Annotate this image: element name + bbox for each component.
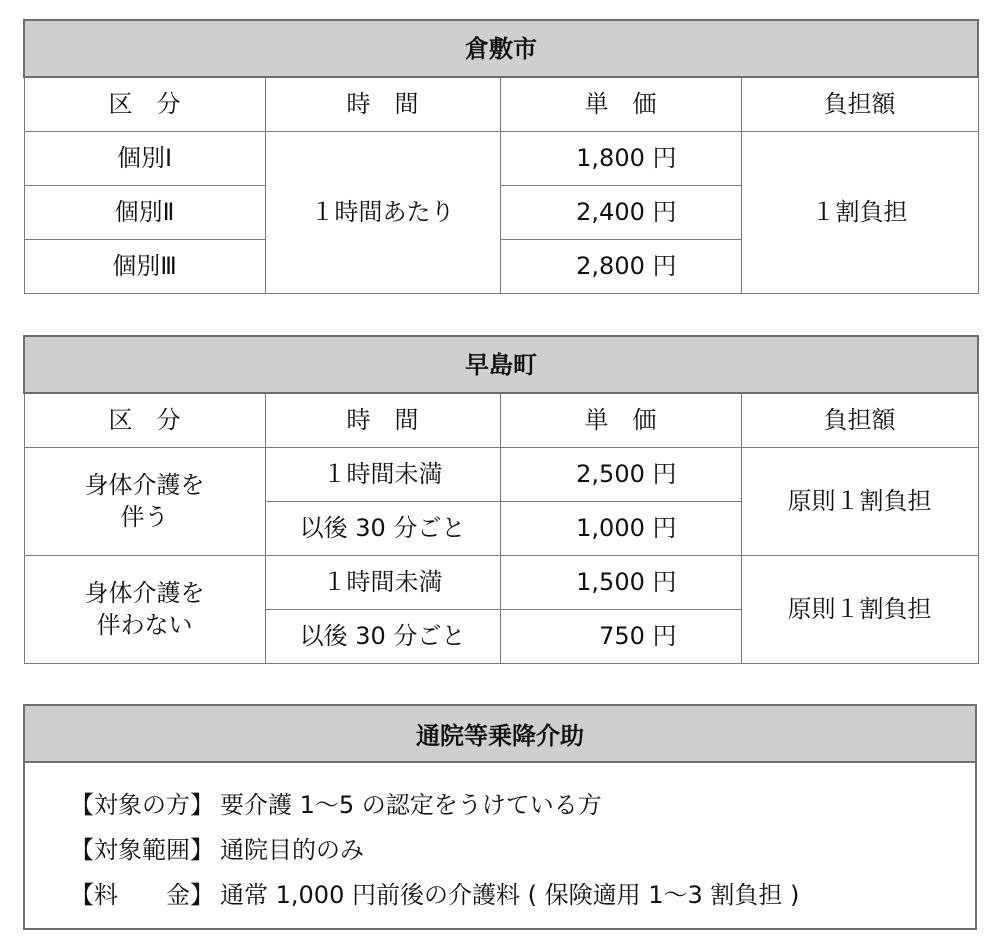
category-cell: 個別Ⅲ bbox=[24, 240, 265, 294]
header-burden: 負担額 bbox=[741, 393, 978, 448]
burden-cell: １割負担 bbox=[741, 132, 978, 294]
price-cell: 750 円 bbox=[500, 610, 741, 664]
detail-text: 要介護 1～5 の認定をうけている方 bbox=[220, 791, 602, 819]
transport-assistance-box bbox=[23, 704, 977, 930]
price-cell: 2,400 円 bbox=[500, 186, 741, 240]
header-burden: 負担額 bbox=[741, 77, 978, 132]
header-time: 時 間 bbox=[265, 77, 500, 132]
category-line: 伴う bbox=[120, 502, 169, 531]
category-cell: 個別Ⅱ bbox=[24, 186, 265, 240]
detail-line-target bbox=[70, 783, 975, 828]
hayashima-fee-table bbox=[23, 335, 979, 664]
category-line: 身体介護を bbox=[84, 579, 205, 608]
category-cell bbox=[24, 448, 265, 556]
time-cell: 以後 30 分ごと bbox=[265, 610, 500, 664]
price-cell: 2,800 円 bbox=[500, 240, 741, 294]
category-line: 伴わない bbox=[96, 610, 193, 639]
detail-line-scope bbox=[70, 828, 975, 873]
header-price: 単 価 bbox=[500, 393, 741, 448]
price-cell: 1,800 円 bbox=[500, 132, 741, 186]
transport-details bbox=[25, 763, 975, 918]
header-price: 単 価 bbox=[500, 77, 741, 132]
detail-line-fee bbox=[70, 873, 975, 918]
category-cell bbox=[24, 556, 265, 664]
burden-cell: 原則１割負担 bbox=[741, 448, 978, 556]
detail-label: 【料 金】 bbox=[70, 881, 214, 909]
price-cell: 1,500 円 bbox=[500, 556, 741, 610]
time-cell: １時間あたり bbox=[265, 132, 500, 294]
time-cell: １時間未満 bbox=[265, 556, 500, 610]
price-cell: 1,000 円 bbox=[500, 502, 741, 556]
detail-text: 通常 1,000 円前後の介護料 ( 保険適用 1～3 割負担 ) bbox=[220, 881, 800, 909]
category-line: 身体介護を bbox=[84, 471, 205, 500]
detail-text: 通院目的のみ bbox=[220, 836, 364, 864]
transport-title: 通院等乗降介助 bbox=[25, 706, 975, 763]
price-cell: 2,500 円 bbox=[500, 448, 741, 502]
header-category: 区 分 bbox=[24, 393, 265, 448]
header-category: 区 分 bbox=[24, 77, 265, 132]
kurashiki-fee-table bbox=[23, 19, 979, 294]
category-cell: 個別Ⅰ bbox=[24, 132, 265, 186]
detail-label: 【対象の方】 bbox=[70, 791, 214, 819]
burden-cell: 原則１割負担 bbox=[741, 556, 978, 664]
hayashima-title: 早島町 bbox=[24, 336, 978, 393]
time-cell: 以後 30 分ごと bbox=[265, 502, 500, 556]
kurashiki-title: 倉敷市 bbox=[24, 20, 978, 77]
header-time: 時 間 bbox=[265, 393, 500, 448]
time-cell: １時間未満 bbox=[265, 448, 500, 502]
detail-label: 【対象範囲】 bbox=[70, 836, 214, 864]
